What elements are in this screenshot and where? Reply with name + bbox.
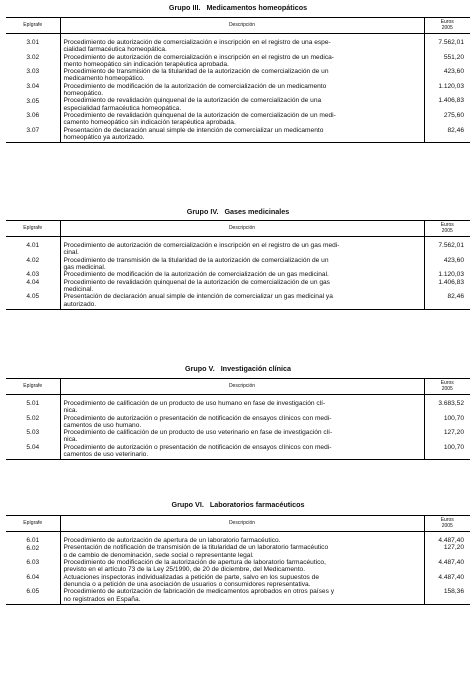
- description-line: camento homeopático sin indicación terapéutica aprobada.: [63, 119, 236, 127]
- column-header-epigrafe: Epígrafe: [6, 18, 60, 34]
- table-row: [6, 574, 470, 589]
- amount-cell: 1.406,83: [424, 279, 470, 294]
- description-line: Procedimiento de autorización de comercialización e inscripción en el registro de un gas medi-: [63, 242, 340, 249]
- group-title: [6, 206, 470, 218]
- amount-cell: 423,60: [424, 68, 470, 83]
- amount-cell: 275,60: [424, 112, 470, 127]
- description-line: Procedimiento de autorización de fabricación de medicamentos aprobados en otros países y: [63, 588, 335, 596]
- description-cell: [60, 97, 424, 112]
- description-line: Procedimiento de autorización o presentación de notificación de ensayos clínicos con medi-: [63, 443, 332, 451]
- group-name: Gases medicinales: [224, 207, 290, 216]
- epigrafe-code: 3.06: [6, 112, 60, 127]
- description-line: Procedimiento de revalidación quinquenal de la autorización de comercialización de un gas: [63, 278, 330, 286]
- column-header-euros: [424, 221, 470, 237]
- description-line: Procedimiento de calificación de un producto de uso veterinario en fase de investigación clí-: [63, 429, 333, 437]
- amount-cell: 127,20: [424, 429, 470, 444]
- description-line: Procedimiento de revalidación quinquenal de la autorización de comercialización de una: [63, 97, 322, 105]
- epigrafe-code: 4.02: [6, 257, 60, 272]
- description-cell: [60, 588, 424, 604]
- table-row: [6, 257, 470, 272]
- amount-cell: 7.562,01: [424, 242, 470, 257]
- amount-cell: 4.487,40: [424, 559, 470, 574]
- column-header-euros: [424, 379, 470, 395]
- amount-cell: 1.120,03: [424, 83, 470, 98]
- header-row: [6, 516, 470, 532]
- year-label: 2005: [441, 24, 453, 31]
- euros-label: Euros: [440, 380, 454, 386]
- amount-cell: 127,20: [424, 544, 470, 559]
- description-line: Procedimiento de autorización o presentación de notificación de ensayos clínicos con medi-: [63, 414, 332, 422]
- column-header-euros: [424, 516, 470, 532]
- description-line: Presentación de declaración anual simple de intención de comercializar un gas medicinal ya: [63, 293, 333, 301]
- description-line: homeopático.: [63, 90, 104, 98]
- fee-table: [6, 220, 470, 310]
- group-section: [6, 2, 470, 143]
- euros-label: Euros: [440, 517, 454, 523]
- table-row: [6, 559, 470, 574]
- description-line: Procedimiento de calificación de un producto de uso humano en fase de investigación clí-: [63, 400, 326, 407]
- description-line: gas medicinal.: [63, 263, 106, 271]
- fee-table: [6, 515, 470, 605]
- table-row: [6, 400, 470, 415]
- epigrafe-code: 5.03: [6, 429, 60, 444]
- table-row: [6, 544, 470, 559]
- description-line: Presentación de notificación de transmisión de la titularidad de un laboratorio farmacéutico: [63, 544, 329, 552]
- description-line: Procedimiento de revalidación quinquenal de la autorización de comercialización de un medi-: [63, 111, 336, 119]
- table-row: [6, 68, 470, 83]
- description-cell: [60, 271, 424, 278]
- description-cell: [60, 83, 424, 98]
- epigrafe-code: 3.05: [6, 97, 60, 112]
- description-cell: [60, 54, 424, 69]
- table-row: [6, 293, 470, 309]
- table-row: [6, 444, 470, 460]
- description-line: Presentación de declaración anual simple de intención de comercializar un medicamento: [63, 126, 324, 134]
- amount-cell: 1.406,83: [424, 97, 470, 112]
- amount-cell: 4.487,40: [424, 537, 470, 544]
- euros-label: Euros: [440, 222, 454, 228]
- group-title: [6, 499, 470, 511]
- group-section: [6, 206, 470, 310]
- description-line: nica.: [63, 407, 78, 415]
- column-header-epigrafe: Epígrafe: [6, 221, 60, 237]
- amount-cell: 423,60: [424, 257, 470, 272]
- description-line: medicamento homeopático.: [63, 75, 145, 83]
- table-row: [6, 429, 470, 444]
- group-name: Medicamentos homeopáticos: [206, 3, 308, 12]
- amount-cell: 158,36: [424, 588, 470, 604]
- epigrafe-code: 5.01: [6, 400, 60, 415]
- epigrafe-code: 4.04: [6, 279, 60, 294]
- epigrafe-code: 5.04: [6, 444, 60, 460]
- amount-cell: 551,20: [424, 54, 470, 69]
- description-cell: [60, 429, 424, 444]
- table-row: [6, 39, 470, 54]
- description-line: no registrados en España.: [63, 595, 141, 603]
- description-line: homeopático ya autorizado.: [63, 133, 145, 141]
- fee-table: [6, 17, 470, 143]
- description-line: Procedimiento de modificación de la autorización de comercialización de un medicamento: [63, 82, 327, 90]
- epigrafe-code: 4.01: [6, 242, 60, 257]
- column-header-descripcion: Descripción: [60, 18, 424, 34]
- group-name: Laboratorios farmacéuticos: [209, 500, 305, 509]
- description-line: Actuaciones inspectoras individualizadas a petición de parte, salvo en los supuestos de: [63, 573, 319, 581]
- description-line: Procedimiento de transmisión de la titularidad de la autorización de comercialización de un: [63, 256, 329, 264]
- euros-label: Euros: [440, 19, 454, 25]
- description-cell: [60, 279, 424, 294]
- epigrafe-code: 4.03: [6, 271, 60, 278]
- amount-cell: 82,46: [424, 293, 470, 309]
- description-cell: [60, 39, 424, 54]
- column-header-euros: [424, 18, 470, 34]
- table-row: [6, 279, 470, 294]
- year-label: 2005: [441, 227, 453, 234]
- epigrafe-code: 6.05: [6, 588, 60, 604]
- amount-cell: 3.683,52: [424, 400, 470, 415]
- group-name: Investigación clínica: [220, 364, 291, 373]
- description-line: Procedimiento de modificación de la autorización de apertura de laboratorio farmacéutico,: [63, 559, 326, 567]
- group-title: [6, 2, 470, 14]
- amount-cell: 100,70: [424, 415, 470, 430]
- group-title: [6, 363, 470, 375]
- epigrafe-code: 6.04: [6, 574, 60, 589]
- amount-cell: 7.562,01: [424, 39, 470, 54]
- description-cell: [60, 112, 424, 127]
- table-row: [6, 97, 470, 112]
- group-label: Grupo VI.: [171, 500, 204, 509]
- description-line: previsto en el artículo 73 de la Ley 25/1990, de 20 de diciembre, del Medicamento.: [63, 566, 306, 574]
- description-cell: [60, 415, 424, 430]
- header-row: [6, 379, 470, 395]
- description-cell: [60, 127, 424, 143]
- epigrafe-code: 3.01: [6, 39, 60, 54]
- amount-cell: 1.120,03: [424, 271, 470, 278]
- column-header-descripcion: Descripción: [60, 516, 424, 532]
- epigrafe-code: 3.03: [6, 68, 60, 83]
- description-line: especialidad farmacéutica homeopática.: [63, 104, 182, 112]
- table-row: [6, 588, 470, 604]
- description-line: nica.: [63, 436, 78, 444]
- amount-cell: 82,46: [424, 127, 470, 143]
- description-line: Procedimiento de transmisión de la titularidad de la autorización de comercialización de un: [63, 68, 329, 76]
- description-cell: [60, 242, 424, 257]
- description-line: o de cambio de denominación, sede social o representante legal.: [63, 551, 254, 559]
- description-line: cinal.: [63, 249, 79, 257]
- epigrafe-code: 6.01: [6, 537, 60, 544]
- fee-table: [6, 378, 470, 460]
- epigrafe-code: 6.03: [6, 559, 60, 574]
- description-line: Procedimiento de modificación de la autorización de comercialización de un gas medicinal.: [63, 271, 329, 279]
- description-cell: [60, 444, 424, 460]
- table-row: [6, 242, 470, 257]
- description-cell: [60, 544, 424, 559]
- table-row: [6, 127, 470, 143]
- description-cell: [60, 293, 424, 309]
- description-line: cialidad farmacéutica homeopática.: [63, 46, 167, 54]
- table-row: [6, 537, 470, 544]
- epigrafe-code: 6.02: [6, 544, 60, 559]
- column-header-descripcion: Descripción: [60, 221, 424, 237]
- description-line: Procedimiento de autorización de comercialización e inscripción en el registro de un medica-: [63, 53, 334, 61]
- amount-cell: 100,70: [424, 444, 470, 460]
- description-line: Procedimiento de autorización de apertura de un laboratorio farmacéutico.: [63, 537, 281, 544]
- description-line: autorizado.: [63, 300, 97, 308]
- description-cell: [60, 537, 424, 544]
- amount-cell: 4.487,40: [424, 574, 470, 589]
- epigrafe-code: 3.07: [6, 127, 60, 143]
- group-section: [6, 499, 470, 605]
- epigrafe-code: 5.02: [6, 415, 60, 430]
- group-label: Grupo IV.: [186, 207, 219, 216]
- header-row: [6, 18, 470, 34]
- description-cell: [60, 400, 424, 415]
- description-cell: [60, 68, 424, 83]
- year-label: 2005: [441, 385, 453, 392]
- column-header-epigrafe: Epígrafe: [6, 516, 60, 532]
- table-row: [6, 83, 470, 98]
- year-label: 2005: [441, 522, 453, 529]
- column-header-epigrafe: Epígrafe: [6, 379, 60, 395]
- description-line: camentos de uso humano.: [63, 421, 142, 429]
- description-cell: [60, 257, 424, 272]
- description-cell: [60, 559, 424, 574]
- group-section: [6, 363, 470, 460]
- table-row: [6, 271, 470, 278]
- group-label: Grupo V.: [185, 364, 215, 373]
- table-row: [6, 415, 470, 430]
- header-row: [6, 221, 470, 237]
- epigrafe-code: 4.05: [6, 293, 60, 309]
- epigrafe-code: 3.04: [6, 83, 60, 98]
- description-line: camentos de uso veterinario.: [63, 451, 149, 459]
- description-cell: [60, 574, 424, 589]
- description-line: Procedimiento de autorización de comercialización e inscripción en el registro de una espe-: [63, 39, 331, 46]
- table-row: [6, 54, 470, 69]
- column-header-descripcion: Descripción: [60, 379, 424, 395]
- description-line: mento homeopático sin indicación terapéutica aprobada.: [63, 60, 229, 68]
- description-line: denuncia o a petición de una asociación de usuarios o consumidores representativa.: [63, 580, 311, 588]
- table-row: [6, 112, 470, 127]
- description-line: medicinal.: [63, 285, 94, 293]
- epigrafe-code: 3.02: [6, 54, 60, 69]
- group-label: Grupo III.: [168, 3, 201, 12]
